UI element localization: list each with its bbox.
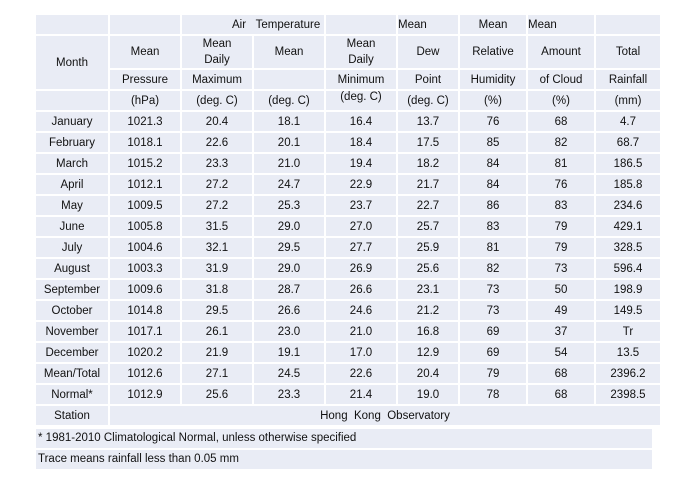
cell-month: March [36,154,108,173]
header-min-l3: Minimum [326,70,396,89]
cell-cloud: 50 [528,280,594,299]
cell-rh: 84 [460,154,526,173]
header-rh-l1: Relative [460,36,526,68]
cell-cloud: 68 [528,112,594,131]
header-cell-empty [110,15,180,34]
header-cell-empty [254,70,324,89]
cell-month: November [36,322,108,341]
cell-rh: 69 [460,322,526,341]
cell-rh: 83 [460,217,526,236]
cell-max: 26.1 [182,322,252,341]
header-cloud-mean: Mean [528,15,594,34]
cell-rain: 186.5 [596,154,660,173]
cell-cloud: 68 [528,364,594,383]
cell-max: 31.9 [182,259,252,278]
cell-rain: 198.9 [596,280,660,299]
cell-cloud: 49 [528,301,594,320]
header-month: Month [36,36,108,89]
table-row [36,322,660,341]
header-air-temperature [182,15,324,34]
cell-dew: 13.7 [398,112,458,131]
header-min-daily: Daily [348,54,374,66]
header-min-l4: (deg. C) [326,91,396,110]
header-air-label: Air [232,18,247,31]
cell-mean: 20.1 [254,133,324,152]
cell-cloud: 73 [528,259,594,278]
cell-rh: 86 [460,196,526,215]
cell-min: 21.0 [326,322,396,341]
header-min-l1 [326,36,396,68]
header-rain-l2: Rainfall [596,70,660,89]
cell-rh: 81 [460,238,526,257]
header-mean-l1: Mean [254,36,324,68]
table-row [36,238,660,257]
cell-mean: 19.1 [254,343,324,362]
cell-max: 21.9 [182,343,252,362]
header-rh-l2: Humidity [460,70,526,89]
cell-rain: 429.1 [596,217,660,236]
cell-dew: 21.7 [398,175,458,194]
cell-month: September [36,280,108,299]
header-max-l3: Maximum [182,70,252,89]
cell-min: 26.6 [326,280,396,299]
climate-table-container [34,13,654,469]
cell-rain: 13.5 [596,343,660,362]
station-row [36,406,660,425]
cell-cloud: 81 [528,154,594,173]
table-row [36,385,660,404]
cell-rain: 328.5 [596,238,660,257]
header-pressure-l2: Pressure [110,70,180,89]
cell-mean: 18.1 [254,112,324,131]
header-mean-l2: (deg. C) [254,91,324,110]
table-row [36,280,660,299]
header-dew-l3: (deg. C) [398,91,458,110]
header-cloud-l3: (%) [528,91,594,110]
cell-month: Mean/Total [36,364,108,383]
cell-rh: 78 [460,385,526,404]
cell-month: April [36,175,108,194]
cell-pressure: 1003.3 [110,259,180,278]
cell-month: June [36,217,108,236]
climate-table [34,13,662,427]
cell-min: 22.6 [326,364,396,383]
cell-max: 27.1 [182,364,252,383]
cell-cloud: 82 [528,133,594,152]
header-dew-l1: Dew [398,36,458,68]
cell-cloud: 79 [528,238,594,257]
table-row [36,364,660,383]
cell-rain: 68.7 [596,133,660,152]
header-row-4 [36,91,660,110]
header-dew-mean: Mean [398,15,458,34]
header-dew-l2: Point [398,70,458,89]
header-row-2 [36,36,660,68]
header-cell-empty [596,15,660,34]
cell-rh: 73 [460,280,526,299]
cell-min: 27.7 [326,238,396,257]
cell-min: 16.4 [326,112,396,131]
cell-min: 26.9 [326,259,396,278]
cell-rh: 79 [460,364,526,383]
cell-dew: 22.7 [398,196,458,215]
cell-month: January [36,112,108,131]
table-row [36,259,660,278]
cell-max: 25.6 [182,385,252,404]
cell-cloud: 68 [528,385,594,404]
cell-pressure: 1020.2 [110,343,180,362]
header-temperature-label: Temperature [255,18,321,31]
cell-rh: 85 [460,133,526,152]
cell-max: 22.6 [182,133,252,152]
header-min-mean: Mean [346,38,376,50]
cell-mean: 29.0 [254,259,324,278]
table-row [36,343,660,362]
header-rain-l1: Total [596,36,660,68]
header-rh-l3: (%) [460,91,526,110]
cell-min: 24.6 [326,301,396,320]
cell-dew: 25.7 [398,217,458,236]
header-pressure-l3: (hPa) [110,91,180,110]
cell-min: 18.4 [326,133,396,152]
table-row [36,133,660,152]
header-max-mean: Mean [202,38,232,50]
cell-rain: 4.7 [596,112,660,131]
cell-pressure: 1012.1 [110,175,180,194]
cell-min: 27.0 [326,217,396,236]
cell-mean: 25.3 [254,196,324,215]
station-label: Station [36,406,108,425]
cell-mean: 26.6 [254,301,324,320]
cell-pressure: 1009.6 [110,280,180,299]
cell-rh: 73 [460,301,526,320]
cell-min: 19.4 [326,154,396,173]
cell-mean: 28.7 [254,280,324,299]
cell-mean: 23.3 [254,385,324,404]
cell-max: 27.2 [182,196,252,215]
cell-month: October [36,301,108,320]
cell-dew: 25.6 [398,259,458,278]
cell-max: 31.8 [182,280,252,299]
cell-max: 31.5 [182,217,252,236]
table-row [36,217,660,236]
cell-rain: 2398.5 [596,385,660,404]
cell-rain: 149.5 [596,301,660,320]
cell-cloud: 76 [528,175,594,194]
cell-min: 22.9 [326,175,396,194]
cell-month: May [36,196,108,215]
cell-dew: 12.9 [398,343,458,362]
cell-mean: 24.5 [254,364,324,383]
cell-rh: 82 [460,259,526,278]
cell-cloud: 54 [528,343,594,362]
cell-max: 32.1 [182,238,252,257]
cell-pressure: 1017.1 [110,322,180,341]
cell-pressure: 1014.8 [110,301,180,320]
table-row [36,154,660,173]
cell-rh: 76 [460,112,526,131]
cell-mean: 24.7 [254,175,324,194]
header-pressure-l1: Mean [110,36,180,68]
cell-dew: 17.5 [398,133,458,152]
cell-max: 27.2 [182,175,252,194]
cell-mean: 29.5 [254,238,324,257]
cell-pressure: 1012.9 [110,385,180,404]
cell-rain: 185.8 [596,175,660,194]
cell-rain: 2396.2 [596,364,660,383]
cell-rh: 69 [460,343,526,362]
header-max-l4: (deg. C) [182,91,252,110]
footnote-normal: * 1981-2010 Climatological Normal, unless otherwise specified [36,429,652,448]
cell-rain: 234.6 [596,196,660,215]
header-cell-empty [36,15,108,34]
station-value: Hong Kong Observatory [110,406,660,425]
header-rain-l3: (mm) [596,91,660,110]
cell-month: February [36,133,108,152]
cell-dew: 20.4 [398,364,458,383]
header-cloud-l1: Amount [528,36,594,68]
header-cloud-l2: of Cloud [528,70,594,89]
cell-max: 20.4 [182,112,252,131]
cell-pressure: 1009.5 [110,196,180,215]
cell-cloud: 79 [528,217,594,236]
cell-cloud: 37 [528,322,594,341]
cell-min: 17.0 [326,343,396,362]
header-rh-mean: Mean [460,15,526,34]
cell-pressure: 1018.1 [110,133,180,152]
cell-month: Normal* [36,385,108,404]
table-row [36,112,660,131]
cell-dew: 19.0 [398,385,458,404]
cell-mean: 29.0 [254,217,324,236]
cell-dew: 25.9 [398,238,458,257]
header-max-daily: Daily [204,54,230,66]
table-body [36,112,660,404]
cell-dew: 21.2 [398,301,458,320]
table-row [36,175,660,194]
cell-rain: 596.4 [596,259,660,278]
cell-mean: 23.0 [254,322,324,341]
header-cell-empty [36,91,108,110]
header-row-1 [36,15,660,34]
cell-dew: 23.1 [398,280,458,299]
cell-max: 29.5 [182,301,252,320]
table-row [36,301,660,320]
cell-min: 23.7 [326,196,396,215]
cell-cloud: 83 [528,196,594,215]
header-cell-empty [326,15,396,34]
header-row-3 [36,70,660,89]
cell-month: August [36,259,108,278]
table-row [36,196,660,215]
header-max-l1 [182,36,252,68]
cell-dew: 16.8 [398,322,458,341]
cell-pressure: 1004.6 [110,238,180,257]
cell-pressure: 1015.2 [110,154,180,173]
cell-pressure: 1021.3 [110,112,180,131]
cell-dew: 18.2 [398,154,458,173]
footnote-trace: Trace means rainfall less than 0.05 mm [36,450,652,469]
cell-max: 23.3 [182,154,252,173]
cell-min: 21.4 [326,385,396,404]
cell-month: July [36,238,108,257]
cell-mean: 21.0 [254,154,324,173]
cell-pressure: 1012.6 [110,364,180,383]
cell-rh: 84 [460,175,526,194]
cell-rain: Tr [596,322,660,341]
cell-pressure: 1005.8 [110,217,180,236]
cell-month: December [36,343,108,362]
